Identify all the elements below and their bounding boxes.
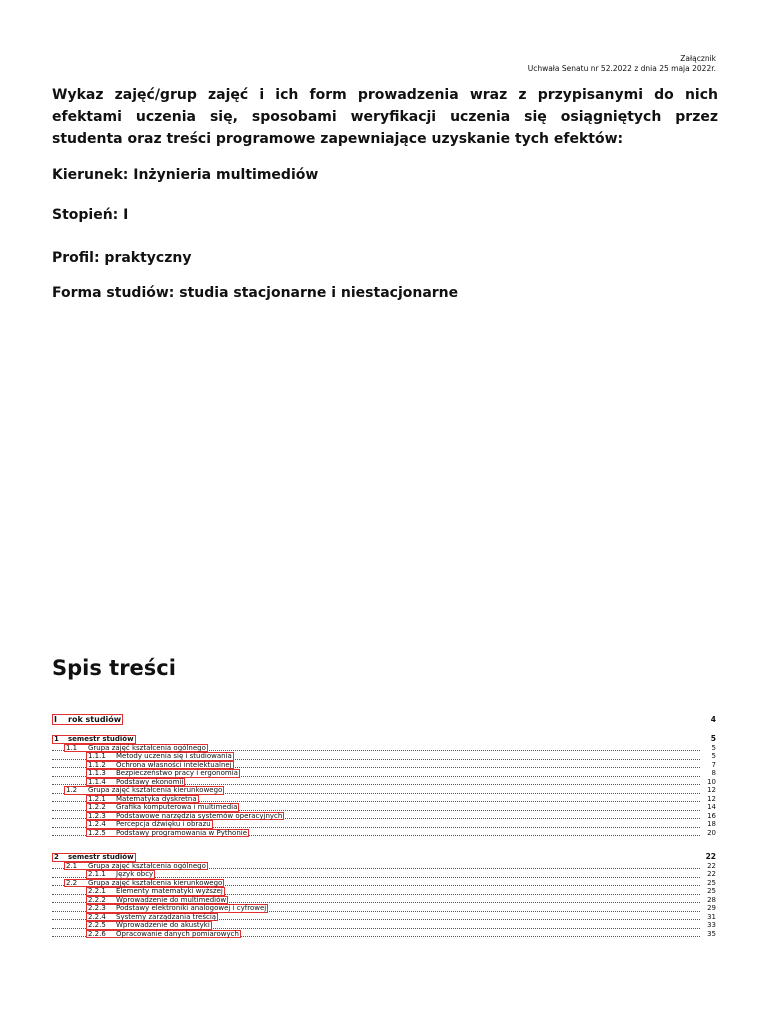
toc-label: Matematyka dyskretna [116, 794, 197, 803]
toc-link[interactable] [86, 887, 225, 896]
toc-label: Język obcy [116, 870, 154, 878]
toc-page-number: 5 [711, 752, 716, 760]
field-of-study: Kierunek: Inżynieria multimediów [52, 167, 319, 183]
attachment-header [528, 54, 716, 74]
toc-entry [52, 853, 716, 862]
toc-page-number: 8 [711, 769, 716, 777]
toc-page-number: 10 [707, 777, 716, 786]
toc-number: 2.2.5 [88, 921, 106, 929]
toc-label: Grupa zajęć kształcenia kierunkowego [88, 878, 223, 887]
degree-level: Stopień: I [52, 207, 129, 223]
toc-number: 2.2.4 [88, 912, 106, 921]
toc-page-number: 25 [707, 887, 716, 895]
toc-label: Podstawy programowania w Pythonie [116, 828, 248, 837]
toc-entry [52, 887, 716, 896]
toc-page-number: 16 [707, 811, 716, 820]
toc-link[interactable] [86, 769, 240, 778]
toc-label: Wprowadzenie do multimediów [116, 895, 227, 904]
toc-number: 1 [54, 735, 59, 743]
toc-link[interactable] [86, 896, 228, 905]
toc-link[interactable] [86, 795, 199, 804]
toc-entry [52, 870, 716, 879]
toc-link[interactable] [86, 921, 212, 930]
toc-page-number: 22 [707, 861, 716, 870]
toc-number: 2.2.6 [88, 929, 106, 938]
table-of-contents [52, 714, 716, 938]
toc-label: Grupa zajęć kształcenia ogólnego [88, 743, 206, 752]
resolution-reference: Uchwała Senatu nr 52.2022 z dnia 25 maja 2022r. [527, 64, 716, 73]
toc-entry [52, 879, 716, 888]
toc-entry [52, 744, 716, 753]
toc-heading: Spis treści [52, 656, 176, 680]
toc-link[interactable] [86, 904, 268, 913]
toc-page-number: 31 [707, 912, 716, 921]
toc-number: 1.1 [66, 743, 78, 752]
toc-number: 2.2.3 [88, 904, 106, 912]
toc-link[interactable] [64, 786, 224, 795]
toc-entry [52, 829, 716, 838]
toc-link[interactable] [86, 761, 234, 770]
toc-number: 1.1.1 [88, 752, 106, 760]
study-profile: Profil: praktyczny [52, 250, 192, 266]
toc-number: 1.2.3 [88, 811, 106, 820]
attachment-label: Załącznik [680, 54, 716, 63]
toc-page-number: 4 [710, 715, 716, 724]
toc-number: I [54, 715, 57, 724]
toc-number: 1.2.2 [88, 803, 106, 811]
toc-number: 1.2.1 [88, 794, 106, 803]
toc-number: 2.2.1 [88, 887, 106, 895]
toc-number: 2 [54, 853, 59, 861]
toc-label: Grupa zajęć kształcenia kierunkowego [88, 786, 223, 794]
toc-link[interactable] [64, 744, 208, 753]
toc-page-number: 18 [707, 820, 716, 828]
toc-entry [52, 862, 716, 871]
toc-entry [52, 752, 716, 761]
toc-label: Podstawy elektroniki analogowej i cyfrowej [116, 904, 267, 912]
toc-entry [52, 896, 716, 905]
document-title: Wykaz zajęć/grup zajęć i ich form prowadzenia wraz z przypisanymi do nich efektami uczenia się, sposobami weryfikacji uczenia się osiągniętych przez studenta oraz treści programowe zapewniające uzyskanie tych efektów: [52, 87, 718, 147]
toc-label: rok studiów [68, 715, 122, 724]
toc-link[interactable] [64, 862, 208, 871]
toc-number: 1.2 [66, 786, 78, 794]
toc-page-number: 35 [707, 929, 716, 938]
toc-entry [52, 714, 716, 725]
toc-entry [52, 930, 716, 939]
toc-link[interactable] [64, 879, 224, 888]
toc-page-number: 22 [705, 852, 716, 861]
toc-page-number: 12 [707, 786, 716, 794]
toc-label: Percepcja dźwięku i obrazu [116, 820, 211, 828]
toc-label: semestr studiów [68, 853, 134, 861]
toc-entry [52, 812, 716, 821]
toc-entry [52, 803, 716, 812]
toc-entry [52, 761, 716, 770]
toc-label: Elementy matematyki wyższej [116, 887, 223, 895]
toc-entry [52, 820, 716, 829]
toc-label: Podstawy ekonomii [116, 777, 184, 786]
toc-page-number: 5 [711, 743, 716, 752]
toc-page-number: 7 [711, 760, 716, 769]
toc-page-number: 29 [707, 904, 716, 912]
toc-page-number: 25 [707, 878, 716, 887]
toc-entry [52, 921, 716, 930]
toc-entry [52, 913, 716, 922]
toc-page-number: 33 [707, 921, 716, 929]
toc-label: semestr studiów [68, 735, 134, 743]
toc-entry [52, 778, 716, 787]
toc-label: Podstawowe narzędzia systemów operacyjnych [116, 811, 283, 820]
toc-label: Grupa zajęć kształcenia ogólnego [88, 861, 206, 870]
toc-label: Grafika komputerowa i multimedia [116, 803, 238, 811]
toc-label: Wprowadzenie do akustyki [116, 921, 210, 929]
toc-number: 2.1.1 [88, 870, 106, 878]
toc-entry [52, 769, 716, 778]
toc-number: 1.2.5 [88, 828, 106, 837]
toc-number: 2.2 [66, 878, 78, 887]
toc-page-number: 12 [707, 794, 716, 803]
toc-label: Systemy zarządzania treścią [116, 912, 217, 921]
toc-link[interactable] [86, 870, 155, 879]
toc-entry [52, 904, 716, 913]
toc-link[interactable] [86, 829, 249, 838]
toc-entry [52, 786, 716, 795]
toc-link[interactable] [52, 714, 123, 725]
toc-number: 1.1.4 [88, 777, 106, 786]
toc-link[interactable] [52, 853, 136, 862]
toc-number: 2.1 [66, 861, 78, 870]
toc-link[interactable] [52, 735, 136, 744]
toc-link[interactable] [86, 778, 185, 787]
toc-label: Metody uczenia się i studiowania [116, 752, 232, 760]
toc-label: Bezpieczeństwo pracy i ergonomia [116, 769, 238, 777]
toc-number: 1.2.4 [88, 820, 106, 828]
toc-label: Opracowanie danych pomiarowych [116, 929, 239, 938]
toc-page-number: 5 [710, 734, 716, 743]
toc-number: 1.1.2 [88, 760, 106, 769]
toc-page-number: 28 [707, 895, 716, 904]
toc-page-number: 22 [707, 870, 716, 878]
toc-link[interactable] [86, 752, 234, 761]
toc-entry [52, 735, 716, 744]
toc-link[interactable] [86, 812, 284, 821]
toc-link[interactable] [86, 803, 239, 812]
toc-number: 2.2.2 [88, 895, 106, 904]
toc-label: Ochrona własności intelektualnej [116, 760, 232, 769]
toc-page-number: 20 [707, 828, 716, 837]
toc-entry [52, 795, 716, 804]
toc-link[interactable] [86, 913, 218, 922]
study-form: Forma studiów: studia stacjonarne i niestacjonarne [52, 285, 459, 301]
toc-number: 1.1.3 [88, 769, 106, 777]
toc-link[interactable] [86, 930, 241, 939]
toc-page-number: 14 [707, 803, 716, 811]
toc-link[interactable] [86, 820, 213, 829]
